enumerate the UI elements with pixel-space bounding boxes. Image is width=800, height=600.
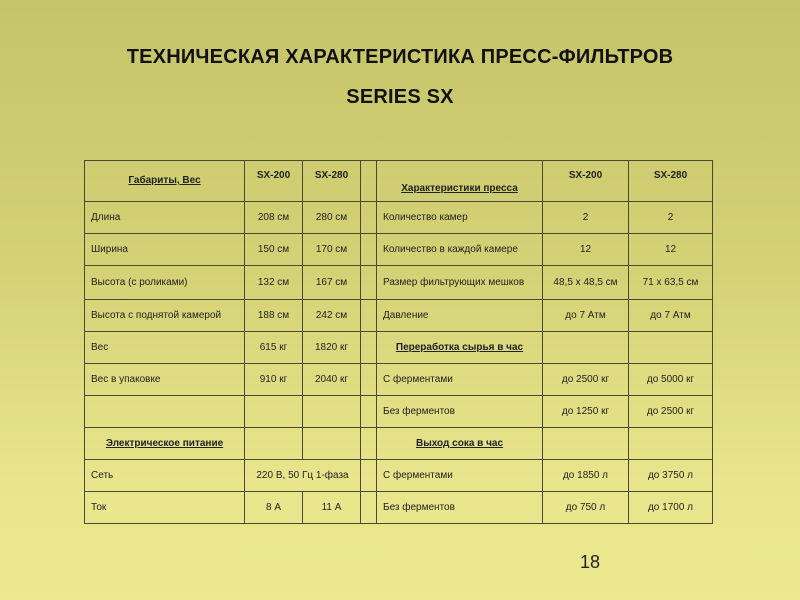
table-row: [85, 460, 713, 492]
value-cell: 132 см: [245, 266, 303, 300]
value-cell: 242 см: [303, 300, 361, 332]
header-dimensions: Габариты, Вес: [85, 161, 245, 202]
value-cell: 12: [629, 234, 713, 266]
value-cell: 11 А: [303, 492, 361, 524]
value-cell: [543, 332, 629, 364]
value-cell: до 7 Атм: [629, 300, 713, 332]
table-row: [85, 332, 713, 364]
value-cell: [245, 396, 303, 428]
row-label: Вес: [85, 332, 245, 364]
value-cell: [245, 428, 303, 460]
slide-title: ТЕХНИЧЕСКАЯ ХАРАКТЕРИСТИКА ПРЕСС-ФИЛЬТРОВ: [126, 46, 674, 68]
row-label: Вес в упаковке: [85, 364, 245, 396]
header-left-sx280: SX-280: [303, 161, 361, 202]
row-label: Количество в каждой камере: [377, 234, 543, 266]
value-cell: 280 см: [303, 202, 361, 234]
section-header-processing: Переработка сырья в час: [377, 332, 543, 364]
table-row: [85, 300, 713, 332]
value-cell: 2040 кг: [303, 364, 361, 396]
slide-subtitle: SERIES SX: [346, 86, 454, 108]
value-cell: 1820 кг: [303, 332, 361, 364]
spec-table: [84, 160, 713, 524]
row-label: Длина: [85, 202, 245, 234]
spacer-cell: [361, 161, 377, 202]
value-cell: 48,5 х 48,5 см: [543, 266, 629, 300]
spacer-cell: [361, 300, 377, 332]
value-cell: 2: [629, 202, 713, 234]
value-cell: до 750 л: [543, 492, 629, 524]
spacer-cell: [361, 234, 377, 266]
value-cell: 170 см: [303, 234, 361, 266]
table-row: [85, 234, 713, 266]
value-cell: до 2500 кг: [543, 364, 629, 396]
value-cell: 208 см: [245, 202, 303, 234]
row-label: Высота (с роликами): [85, 266, 245, 300]
value-cell: [629, 332, 713, 364]
value-cell: [629, 428, 713, 460]
spacer-cell: [361, 364, 377, 396]
value-cell: 150 см: [245, 234, 303, 266]
header-press-characteristics: Характеристики пресса: [377, 161, 543, 202]
table-row: [85, 266, 713, 300]
value-cell: до 3750 л: [629, 460, 713, 492]
table-row: [85, 428, 713, 460]
row-label: Без ферментов: [377, 492, 543, 524]
table-row: [85, 364, 713, 396]
section-header-juice-output: Выход сока в час: [377, 428, 543, 460]
table-row: [85, 396, 713, 428]
value-cell-merged: 220 В, 50 Гц 1-фаза: [245, 460, 361, 492]
value-cell: 8 А: [245, 492, 303, 524]
spacer-cell: [361, 460, 377, 492]
header-left-sx200: SX-200: [245, 161, 303, 202]
row-label: С ферментами: [377, 364, 543, 396]
value-cell: 910 кг: [245, 364, 303, 396]
table-row: [85, 492, 713, 524]
row-label: Без ферментов: [377, 396, 543, 428]
value-cell: [303, 428, 361, 460]
value-cell: 188 см: [245, 300, 303, 332]
value-cell: до 1850 л: [543, 460, 629, 492]
value-cell: до 5000 кг: [629, 364, 713, 396]
table-row: [85, 202, 713, 234]
row-label: Сеть: [85, 460, 245, 492]
row-label: Давление: [377, 300, 543, 332]
value-cell: 71 х 63,5 см: [629, 266, 713, 300]
page-number: 18: [580, 552, 601, 572]
row-label: Высота с поднятой камерой: [85, 300, 245, 332]
row-label: Размер фильтрующих мешков: [377, 266, 543, 300]
row-label: Ширина: [85, 234, 245, 266]
value-cell: 12: [543, 234, 629, 266]
spacer-cell: [361, 202, 377, 234]
spacer-cell: [361, 492, 377, 524]
row-label: Количество камер: [377, 202, 543, 234]
value-cell: до 1250 кг: [543, 396, 629, 428]
value-cell: 167 см: [303, 266, 361, 300]
table-header-row: [85, 161, 713, 202]
header-right-sx280: SX-280: [629, 161, 713, 202]
row-label: Ток: [85, 492, 245, 524]
value-cell: до 2500 кг: [629, 396, 713, 428]
spacer-cell: [361, 332, 377, 364]
spec-table-container: [84, 160, 712, 524]
section-header-power: Электрическое питание: [85, 428, 245, 460]
value-cell: 615 кг: [245, 332, 303, 364]
value-cell: [303, 396, 361, 428]
row-label: С ферментами: [377, 460, 543, 492]
value-cell: [543, 428, 629, 460]
value-cell: до 1700 л: [629, 492, 713, 524]
header-right-sx200: SX-200: [543, 161, 629, 202]
row-label: [85, 396, 245, 428]
spacer-cell: [361, 266, 377, 300]
value-cell: до 7 Атм: [543, 300, 629, 332]
spacer-cell: [361, 396, 377, 428]
value-cell: 2: [543, 202, 629, 234]
spacer-cell: [361, 428, 377, 460]
